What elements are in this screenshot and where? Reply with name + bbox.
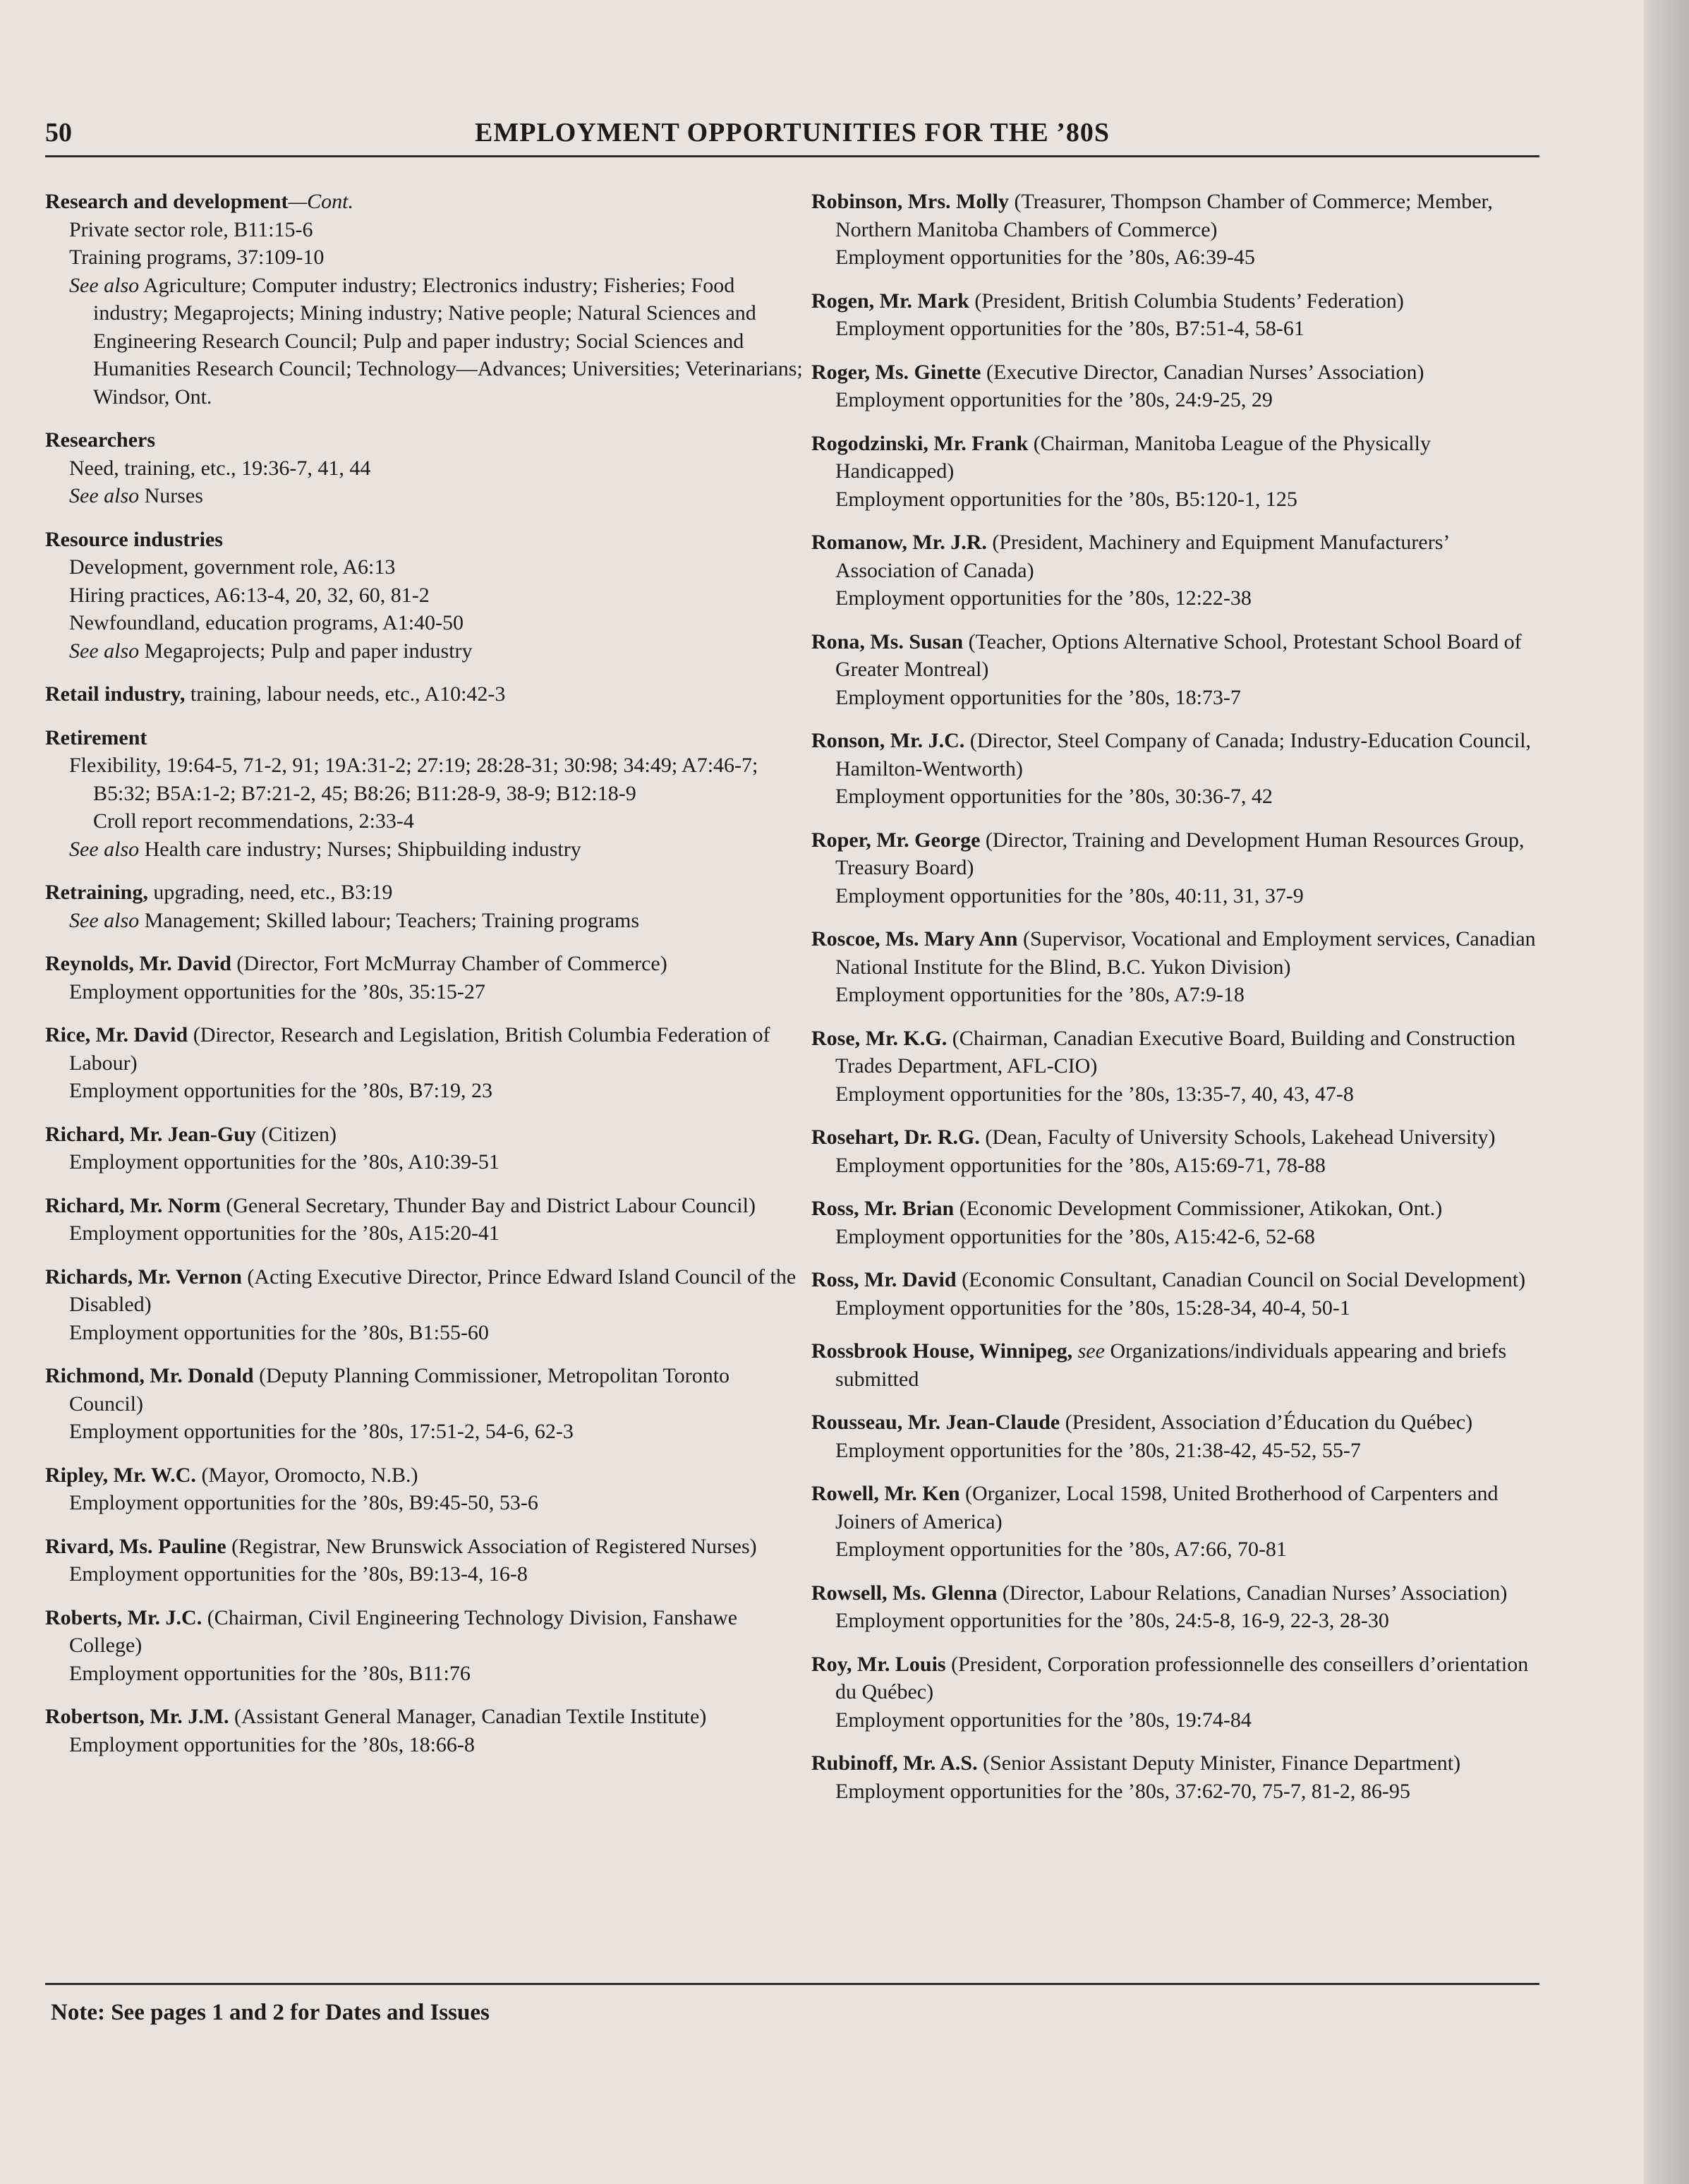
index-term: Rubinoff, Mr. A.S. (811, 1751, 978, 1775)
index-subentry-text: Employment opportunities for the ’80s, B5:120-1, 125 (835, 487, 1297, 511)
index-term: Rowell, Mr. Ken (811, 1482, 960, 1505)
index-term-detail: (Deputy Planning Commissioner, Metropolitan Toronto Council) (69, 1364, 730, 1416)
page-number: 50 (45, 118, 72, 147)
index-heading (45, 426, 807, 454)
index-term-detail: (Acting Executive Director, Prince Edward Island Council of the Disabled) (69, 1265, 797, 1316)
index-term-detail: (Chairman, Manitoba League of the Physically Handicapped) (835, 431, 1431, 483)
index-term-detail: (Director, Fort McMurray Chamber of Commerce) (231, 952, 667, 975)
index-term: Rowsell, Ms. Glenna (811, 1581, 998, 1605)
index-heading (811, 1123, 1545, 1152)
index-subentry-text: Flexibility, 19:64-5, 71-2, 91; 19A:31-2; 27:19; 28:28-31; 30:98; 34:49; A7:46-7; B5:32; B5A:1-2; B7:21-2, 45; B8:26; B11:28-9, 38-9; B12:18-9 (69, 754, 758, 805)
index-subentry-text: Employment opportunities for the ’80s, B1:55-60 (69, 1320, 489, 1344)
index-term-detail: (Director, Labour Relations, Canadian Nurses’ Association) (997, 1581, 1508, 1605)
index-term: Rona, Ms. Susan (811, 629, 964, 653)
see-also-label: See also (69, 273, 140, 297)
index-heading (811, 727, 1545, 783)
index-subentry-text: Megaprojects; Pulp and paper industry (139, 639, 473, 663)
index-term: Robinson, Mrs. Molly (811, 190, 1010, 213)
index-term: Retraining, (45, 881, 148, 904)
index-subentry-text: Croll report recommendations, 2:33-4 (93, 809, 414, 833)
index-heading (811, 826, 1545, 882)
index-term-detail: (Chairman, Canadian Executive Board, Building and Construction Trades Department, AFL-CIO) (835, 1026, 1515, 1078)
index-subentry (45, 978, 807, 1006)
index-subentry-text: Employment opportunities for the ’80s, 35:15-27 (69, 979, 485, 1003)
index-subentry-text: Employment opportunities for the ’80s, B7:51-4, 58-61 (835, 317, 1304, 340)
index-subentry-text: Employment opportunities for the ’80s, A15:42-6, 52-68 (835, 1224, 1315, 1248)
index-entry (45, 1461, 807, 1517)
index-subentry (45, 1148, 807, 1176)
index-subentry-text: Employment opportunities for the ’80s, A7:9-18 (835, 983, 1245, 1006)
index-term: Resource industries (45, 527, 223, 551)
index-subentry-text: Employment opportunities for the ’80s, 15:28-34, 40-4, 50-1 (835, 1296, 1350, 1320)
index-term-detail: (Director, Training and Development Human Resources Group, Treasury Board) (835, 828, 1525, 879)
index-term-detail: (Citizen) (255, 1122, 337, 1146)
index-term: Roberts, Mr. J.C. (45, 1605, 202, 1629)
index-entry (45, 1703, 807, 1758)
index-entry (45, 1021, 807, 1105)
index-subentry (45, 1489, 807, 1517)
index-term: Reynolds, Mr. David (45, 952, 231, 975)
index-heading (45, 724, 807, 752)
see-also-label: See also (69, 837, 140, 861)
index-entry (811, 1579, 1545, 1635)
footer-note: Note: See pages 1 and 2 for Dates and Issues (51, 2000, 490, 2025)
index-heading (45, 1263, 807, 1319)
index-term: Romanow, Mr. J.R. (811, 531, 987, 554)
index-subentry (811, 1706, 1545, 1734)
index-subentry (811, 1223, 1545, 1251)
index-term: Rousseau, Mr. Jean-Claude (811, 1411, 1060, 1434)
index-subentry-text: Employment opportunities for the ’80s, A15:20-41 (69, 1221, 500, 1245)
running-title: EMPLOYMENT OPPORTUNITIES FOR THE ’80S (475, 118, 1110, 147)
index-term-detail: (Chairman, Civil Engineering Technology Division, Fanshawe College) (69, 1605, 738, 1657)
index-entry (45, 1121, 807, 1176)
index-subentry-text: Hiring practices, A6:13-4, 20, 32, 60, 81-2 (69, 583, 430, 607)
index-entry (45, 1533, 807, 1588)
index-subentry-text: Employment opportunities for the ’80s, 40:11, 31, 37-9 (835, 883, 1304, 907)
see-also-line (45, 482, 807, 510)
index-term-detail: (President, Association d’Éducation du Québec) (1060, 1411, 1473, 1434)
index-term: Rose, Mr. K.G. (811, 1026, 948, 1050)
index-heading (811, 1579, 1545, 1607)
index-entry (811, 727, 1545, 811)
index-heading (811, 628, 1545, 684)
index-term-detail: (Treasurer, Thompson Chamber of Commerce; Member, Northern Manitoba Chambers of Commerce) (835, 190, 1493, 241)
index-subentry (45, 216, 807, 244)
index-term: Richards, Mr. Vernon (45, 1265, 242, 1289)
index-term: Rivard, Ms. Pauline (45, 1534, 226, 1558)
index-term: Rossbrook House, Winnipeg, (811, 1339, 1073, 1363)
index-term-detail: upgrading, need, etc., B3:19 (147, 881, 393, 904)
index-term-detail: (Organizer, Local 1598, United Brotherhood of Carpenters and Joiners of America) (835, 1482, 1499, 1533)
index-heading (811, 188, 1545, 243)
index-entry (811, 1195, 1545, 1250)
index-subentry-text: Employment opportunities for the ’80s, A6:39-45 (835, 246, 1255, 269)
index-subentry (45, 1077, 807, 1105)
index-entry (811, 1337, 1545, 1393)
index-subentry-text: Newfoundland, education programs, A1:40-50 (69, 611, 464, 634)
see-also-label: See also (69, 908, 140, 932)
index-entry (811, 1749, 1545, 1805)
index-subentry (811, 1294, 1545, 1322)
index-heading (811, 1480, 1545, 1536)
index-subentry (45, 553, 807, 581)
index-heading (45, 526, 807, 554)
index-term: Robertson, Mr. J.M. (45, 1705, 229, 1728)
page-header (45, 113, 1539, 157)
index-entry (45, 724, 807, 864)
index-entry (811, 1651, 1545, 1734)
index-entry (45, 950, 807, 1006)
index-heading (45, 188, 807, 216)
index-subentry (45, 243, 807, 272)
index-heading (811, 287, 1545, 315)
index-term: Research and development (45, 190, 289, 213)
index-term-detail: (Teacher, Options Alternative School, Protestant School Board of Greater Montreal) (835, 629, 1522, 681)
index-heading (45, 1533, 807, 1561)
index-term: Ronson, Mr. J.C. (811, 729, 965, 752)
index-entry (811, 1408, 1545, 1464)
index-subentry-text: Development, government role, A6:13 (69, 555, 396, 579)
index-subentry (45, 752, 807, 807)
index-entry (811, 1025, 1545, 1109)
index-subentry-text: Employment opportunities for the ’80s, 18:73-7 (835, 685, 1241, 709)
index-heading (45, 1604, 807, 1660)
index-heading (811, 1749, 1545, 1778)
index-term-detail: (President, Machinery and Equipment Manufacturers’ Association of Canada) (835, 531, 1449, 582)
index-term-detail: (General Secretary, Thunder Bay and District Labour Council) (220, 1193, 756, 1217)
index-subentry (811, 1536, 1545, 1564)
index-entry (811, 1480, 1545, 1564)
index-subentry (811, 1607, 1545, 1635)
index-entry (811, 188, 1545, 272)
index-heading (45, 1192, 807, 1220)
index-entry (811, 287, 1545, 343)
index-subentry-text: Employment opportunities for the ’80s, 24:5-8, 16-9, 22-3, 28-30 (835, 1609, 1389, 1632)
index-heading (811, 1195, 1545, 1223)
index-subentry (811, 783, 1545, 811)
see-label: see (1072, 1339, 1105, 1363)
footer-divider (45, 1983, 1539, 1985)
index-subentry (45, 1560, 807, 1588)
index-subentry-text: Employment opportunities for the ’80s, 13:35-7, 40, 43, 47-8 (835, 1082, 1354, 1106)
index-entry (45, 188, 807, 411)
index-term: Richmond, Mr. Donald (45, 1364, 254, 1387)
index-entry (811, 628, 1545, 712)
index-term-detail: (Executive Director, Canadian Nurses’ Association) (981, 360, 1424, 384)
index-term-detail: (Mayor, Oromocto, N.B.) (195, 1463, 418, 1487)
index-subentry (45, 1731, 807, 1759)
index-heading (811, 1266, 1545, 1294)
index-entry (45, 426, 807, 510)
index-subentry-text: Private sector role, B11:15-6 (69, 217, 313, 241)
index-subentry (811, 981, 1545, 1009)
index-term: Rosehart, Dr. R.G. (811, 1126, 980, 1149)
index-term-detail: (Director, Steel Company of Canada; Industry-Education Council, Hamilton-Wentworth) (835, 729, 1532, 780)
index-term: Roy, Mr. Louis (811, 1652, 946, 1676)
index-subentry (45, 1660, 807, 1688)
index-subentry-text: Employment opportunities for the ’80s, A7:66, 70-81 (835, 1538, 1287, 1561)
index-term: Researchers (45, 428, 156, 452)
index-entry (811, 1266, 1545, 1322)
index-subentry (811, 882, 1545, 910)
see-also-line (45, 272, 807, 411)
index-subentry-text: Employment opportunities for the ’80s, B7:19, 23 (69, 1079, 492, 1102)
index-subentry (811, 315, 1545, 343)
index-subentry-text: Employment opportunities for the ’80s, 21:38-42, 45-52, 55-7 (835, 1438, 1361, 1462)
index-term-detail: training, labour needs, etc., A10:42-3 (185, 682, 506, 706)
index-subentry (45, 581, 807, 610)
index-heading (811, 1651, 1545, 1706)
see-also-label: See also (69, 484, 140, 507)
index-subentry-text: Nurses (139, 484, 203, 507)
index-term: Roscoe, Ms. Mary Ann (811, 927, 1018, 951)
index-heading (45, 1362, 807, 1418)
index-subentry (811, 386, 1545, 414)
index-heading (811, 1408, 1545, 1437)
index-entry (811, 826, 1545, 910)
index-term-detail: (Dean, Faculty of University Schools, Lakehead University) (979, 1126, 1496, 1149)
index-subentry (45, 454, 807, 483)
index-term-detail: (Registrar, New Brunswick Association of Registered Nurses) (226, 1534, 757, 1558)
index-term: Roper, Mr. George (811, 828, 981, 852)
index-subentry (45, 609, 807, 637)
index-subentry-text: Employment opportunities for the ’80s, A10:39-51 (69, 1150, 500, 1174)
index-heading (45, 950, 807, 978)
index-term: Ripley, Mr. W.C. (45, 1463, 196, 1487)
see-also-label: See also (69, 639, 140, 663)
index-subentry-text: Training programs, 37:109-10 (69, 246, 325, 269)
index-term: Roger, Ms. Ginette (811, 360, 981, 384)
index-heading (811, 1337, 1545, 1393)
index-heading (811, 1025, 1545, 1080)
index-term-detail: (President, British Columbia Students’ Federation) (969, 289, 1404, 313)
index-subentry-text: Employment opportunities for the ’80s, B9:45-50, 53-6 (69, 1491, 538, 1514)
index-heading (45, 1121, 807, 1149)
index-term-detail: (Senior Assistant Deputy Minister, Finance Department) (977, 1751, 1461, 1775)
index-column-right (811, 188, 1545, 1821)
index-entry (45, 680, 807, 708)
index-subentry-text: Employment opportunities for the ’80s, 24:9-25, 29 (835, 388, 1273, 411)
index-subentry (811, 1080, 1545, 1109)
index-term: Retail industry, (45, 682, 186, 706)
index-subentry (811, 684, 1545, 712)
index-subentry (811, 243, 1545, 272)
index-entry (811, 925, 1545, 1009)
index-subentry-text: Employment opportunities for the ’80s, 30:36-7, 42 (835, 785, 1273, 808)
index-term: Richard, Mr. Norm (45, 1193, 221, 1217)
index-subentry (811, 584, 1545, 613)
index-entry (45, 1263, 807, 1347)
index-subentry-text: Health care industry; Nurses; Shipbuilding industry (139, 837, 581, 861)
index-heading (45, 1703, 807, 1731)
index-subentry (811, 485, 1545, 514)
index-subentry-text: Employment opportunities for the ’80s, 37:62-70, 75-7, 81-2, 86-95 (835, 1779, 1410, 1803)
index-heading (811, 358, 1545, 387)
index-subentry-text: Employment opportunities for the ’80s, B11:76 (69, 1661, 471, 1685)
index-term-detail: (Assistant General Manager, Canadian Textile Institute) (229, 1705, 707, 1728)
see-also-line (45, 637, 807, 665)
index-subentry-text: Employment opportunities for the ’80s, 18:66-8 (69, 1732, 475, 1756)
index-entry (45, 526, 807, 665)
index-entry (811, 529, 1545, 613)
index-term-detail: (Supervisor, Vocational and Employment services, Canadian National Institute for the Blind, B.C. Yukon Division) (835, 927, 1536, 979)
index-entry (811, 358, 1545, 414)
see-also-line (45, 835, 807, 864)
index-term: Rice, Mr. David (45, 1023, 188, 1046)
index-entry (45, 879, 807, 934)
index-heading (45, 680, 807, 708)
index-subentry (45, 1319, 807, 1347)
index-term: Ross, Mr. David (811, 1268, 957, 1291)
index-subentry (811, 1778, 1545, 1806)
see-also-line (45, 907, 807, 935)
index-term: Richard, Mr. Jean-Guy (45, 1122, 256, 1146)
index-entry (45, 1192, 807, 1248)
index-subentry-text: Employment opportunities for the ’80s, 19:74-84 (835, 1708, 1252, 1732)
index-term: Retirement (45, 725, 147, 749)
index-subentry (811, 1152, 1545, 1180)
index-subentry-text: Employment opportunities for the ’80s, B9:13-4, 16-8 (69, 1562, 528, 1586)
index-term: Ross, Mr. Brian (811, 1197, 955, 1220)
index-term-detail: (Director, Research and Legislation, British Columbia Federation of Labour) (69, 1023, 770, 1075)
index-term-detail: Organizations/individuals appearing and briefs submitted (835, 1339, 1507, 1391)
index-heading (45, 1021, 807, 1077)
index-term-detail: (Economic Consultant, Canadian Council on Social Development) (956, 1268, 1526, 1291)
continued-label: —Cont. (288, 190, 353, 213)
index-subentry (811, 1437, 1545, 1465)
index-entry (45, 1604, 807, 1688)
index-heading (45, 879, 807, 907)
index-entry (811, 430, 1545, 514)
index-subentry-text: Employment opportunities for the ’80s, A15:69-71, 78-88 (835, 1153, 1326, 1177)
index-subentry-text: Employment opportunities for the ’80s, 17:51-2, 54-6, 62-3 (69, 1420, 574, 1443)
index-subentry (45, 807, 807, 835)
index-heading (45, 1461, 807, 1490)
index-subentry-text: Need, training, etc., 19:36-7, 41, 44 (69, 456, 371, 480)
index-column-left (45, 188, 807, 1774)
page-binding-edge (1644, 0, 1689, 2184)
index-subentry-text: Management; Skilled labour; Teachers; Training programs (139, 908, 640, 932)
index-term-detail: (Economic Development Commissioner, Atikokan, Ont.) (954, 1197, 1443, 1220)
index-entry (811, 1123, 1545, 1179)
index-subentry (45, 1219, 807, 1248)
index-heading (811, 925, 1545, 981)
index-term: Rogodzinski, Mr. Frank (811, 431, 1029, 455)
index-heading (811, 529, 1545, 584)
index-subentry (45, 1418, 807, 1446)
index-term: Rogen, Mr. Mark (811, 289, 969, 313)
index-subentry-text: Employment opportunities for the ’80s, 12:22-38 (835, 586, 1252, 610)
index-subentry-text: Agriculture; Computer industry; Electronics industry; Fisheries; Food industry; Megaprojects; Mining industry; Native people; Natural Sciences and Engineering Research Council; Pulp and paper industry; Social Sciences and Humanities Research Council; Technology—Advances; Universities; Veterinarians; Windsor, Ont. (93, 273, 803, 409)
index-term-detail: (President, Corporation professionnelle des conseillers d’orientation du Québec) (835, 1652, 1529, 1703)
index-entry (45, 1362, 807, 1446)
index-heading (811, 430, 1545, 485)
